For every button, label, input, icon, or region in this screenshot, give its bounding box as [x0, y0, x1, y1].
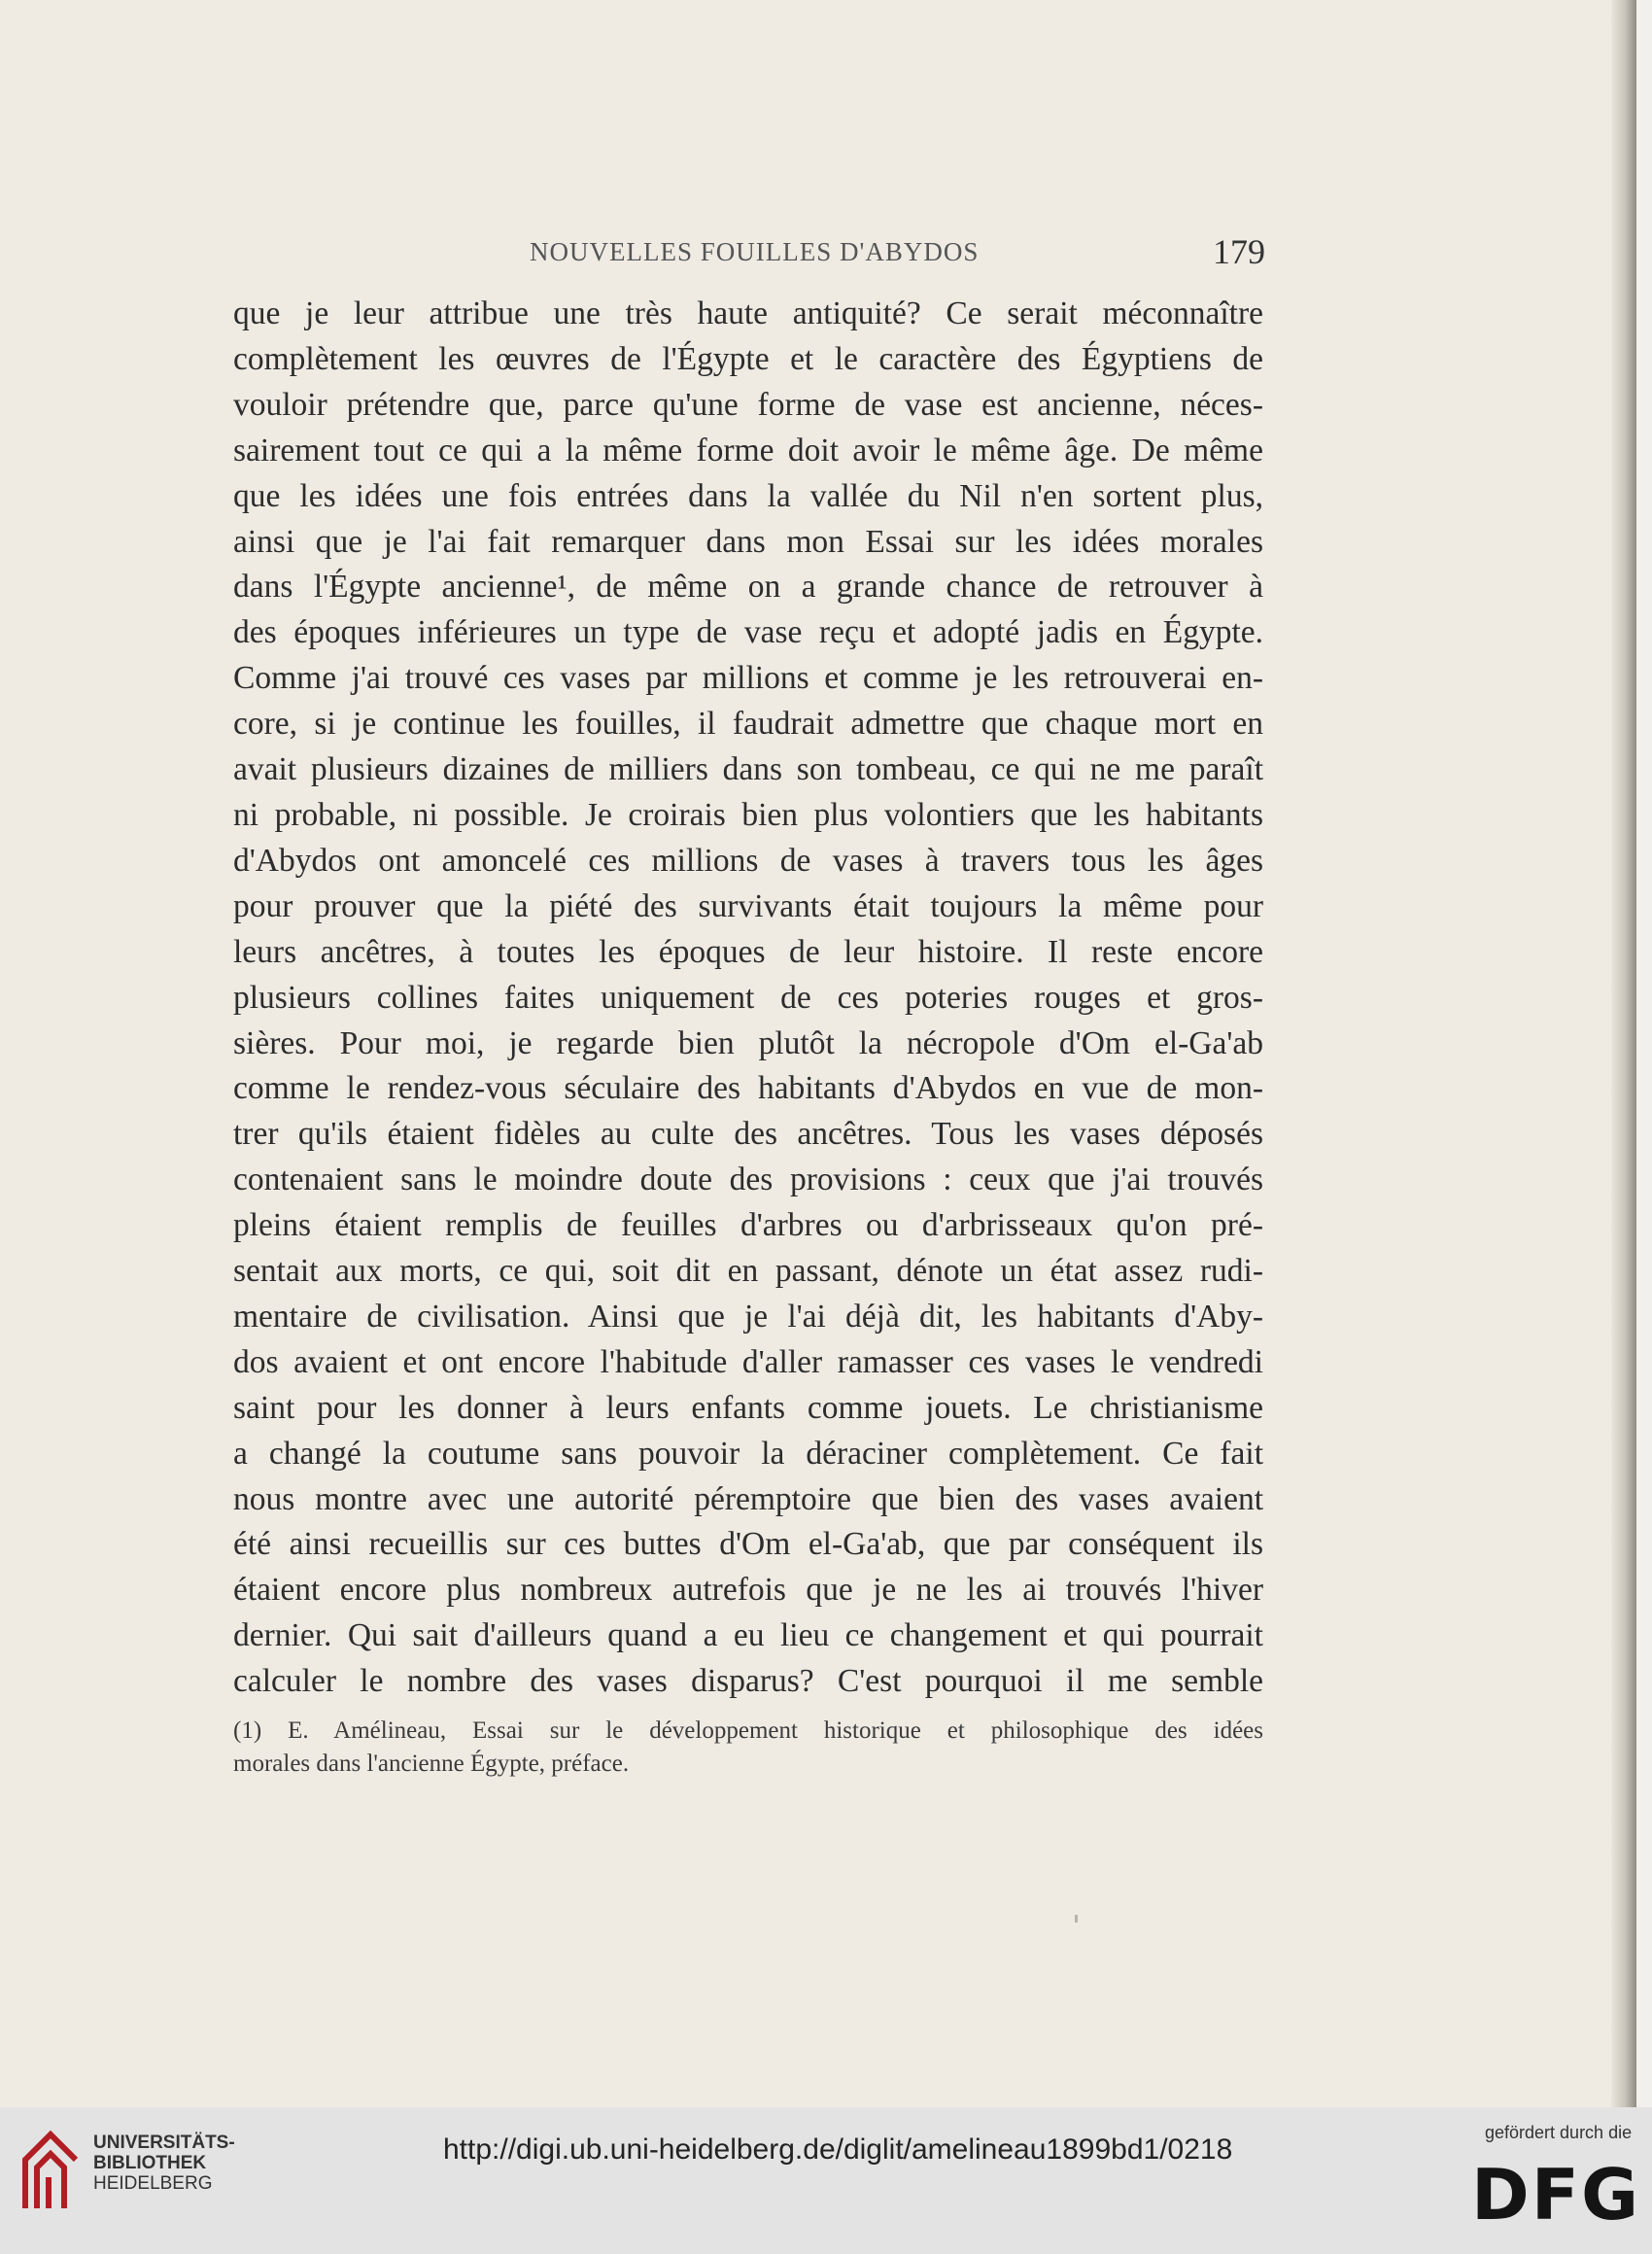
text-line: étaient encore plus nombreux autrefois que je ne les ai trouvés l'hiver	[233, 1572, 1263, 1609]
text-line: a changé la coutume sans pouvoir la déraciner complètement. Ce fait	[233, 1435, 1263, 1472]
footnote-line: (1) E. Amélineau, Essai sur le développement historique et philosophique des idées	[233, 1717, 1263, 1744]
text-line: contenaient sans le moindre doute des provisions : ceux que j'ai trouvés	[233, 1162, 1263, 1198]
text-line: calculer le nombre des vases disparus? C'est pourquoi il me semble	[233, 1663, 1263, 1700]
text-line: d'Abydos ont amoncelé ces millions de vases à travers tous les âges	[233, 842, 1263, 879]
footnote-line: morales dans l'ancienne Égypte, préface.	[233, 1751, 630, 1777]
permalink-url[interactable]: http://digi.ub.uni-heidelberg.de/diglit/amelineau1899bd1/0218	[443, 2133, 1233, 2166]
library-name-line: HEIDELBERG	[93, 2173, 213, 2194]
text-line: avait plusieurs dizaines de milliers dans son tombeau, ce qui ne me paraît	[233, 751, 1263, 788]
dfg-logo[interactable]: DFG	[1471, 2154, 1641, 2236]
funding-note: gefördert durch die	[1485, 2123, 1633, 2142]
text-line: ni probable, ni possible. Je croirais bien plus volontiers que les habitants	[233, 796, 1263, 833]
viewer-footer	[0, 2107, 1652, 2254]
university-library-logo-icon[interactable]	[17, 2125, 86, 2212]
text-line: leurs ancêtres, à toutes les époques de leur histoire. Il reste encore	[233, 933, 1263, 970]
text-line: trer qu'ils étaient fidèles au culte des ancêtres. Tous les vases déposés	[233, 1116, 1263, 1153]
text-line: sairement tout ce qui a la même forme doit avoir le même âge. De même	[233, 432, 1263, 468]
text-line: sentait aux morts, ce qui, soit dit en passant, dénote un état assez rudi-	[233, 1253, 1263, 1290]
footnote	[233, 1715, 1263, 1781]
text-line: comme le rendez-vous séculaire des habitants d'Abydos en vue de mon-	[233, 1070, 1263, 1107]
text-line: que je leur attribue une très haute antiquité? Ce serait méconnaître	[233, 295, 1263, 331]
text-line: ainsi que je l'ai fait remarquer dans mon Essai sur les idées morales	[233, 523, 1263, 560]
text-line: saint pour les donner à leurs enfants comme jouets. Le christianisme	[233, 1389, 1263, 1426]
text-line: plusieurs collines faites uniquement de ces poteries rouges et gros-	[233, 979, 1263, 1016]
text-line: mentaire de civilisation. Ainsi que je l'ai déjà dit, les habitants d'Aby-	[233, 1298, 1263, 1335]
page-number: 179	[1213, 232, 1265, 271]
paper-speck	[1075, 1915, 1078, 1923]
library-name	[93, 2133, 235, 2194]
text-line: des époques inférieures un type de vase reçu et adopté jadis en Égypte.	[233, 614, 1263, 651]
library-name-line: BIBLIOTHEK	[93, 2153, 207, 2173]
text-line: été ainsi recueillis sur ces buttes d'Om el-Ga'ab, que par conséquent ils	[233, 1526, 1263, 1563]
text-line: dos avaient et ont encore l'habitude d'aller ramasser ces vases le vendredi	[233, 1343, 1263, 1380]
text-line: sières. Pour moi, je regarde bien plutôt la nécropole d'Om el-Ga'ab	[233, 1024, 1263, 1061]
text-line: que les idées une fois entrées dans la vallée du Nil n'en sortent plus,	[233, 477, 1263, 514]
text-line: dans l'Égypte ancienne¹, de même on a grande chance de retrouver à	[233, 569, 1263, 606]
text-line: vouloir prétendre que, parce qu'une forme de vase est ancienne, néces-	[233, 386, 1263, 423]
book-gutter-shadow	[1611, 0, 1636, 2107]
text-line: nous montre avec une autorité péremptoire que bien des vases avaient	[233, 1480, 1263, 1517]
text-line: Comme j'ai trouvé ces vases par millions et comme je les retrouverai en-	[233, 660, 1263, 697]
text-line: complètement les œuvres de l'Égypte et le caractère des Égyptiens de	[233, 340, 1263, 377]
running-head: NOUVELLES FOUILLES D'ABYDOS	[530, 237, 980, 266]
text-line: core, si je continue les fouilles, il faudrait admettre que chaque mort en	[233, 706, 1263, 743]
body-text	[233, 292, 1263, 1705]
text-line: pleins étaient remplis de feuilles d'arbres ou d'arbrisseaux qu'on pré-	[233, 1207, 1263, 1244]
library-name-line: UNIVERSITÄTS-	[93, 2133, 235, 2153]
text-line: dernier. Qui sait d'ailleurs quand a eu lieu ce changement et qui pourrait	[233, 1617, 1263, 1654]
text-line: pour prouver que la piété des survivants était toujours la même pour	[233, 887, 1263, 924]
